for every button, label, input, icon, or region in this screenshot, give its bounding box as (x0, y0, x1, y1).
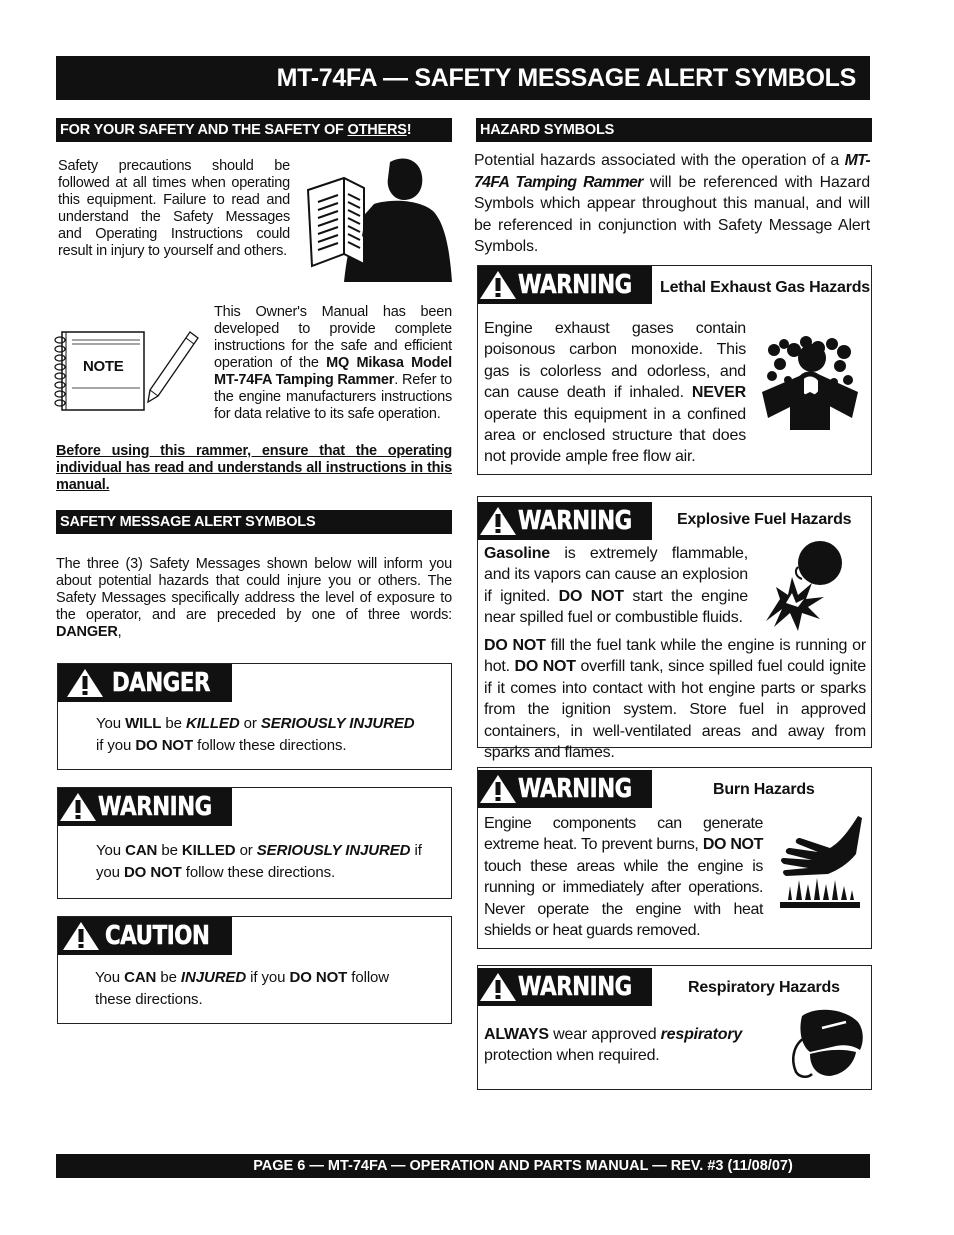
warning-t5: or (235, 842, 257, 859)
fuel-hazard-text-1 (484, 543, 748, 629)
caution-t5: if you (246, 969, 290, 986)
intro-text-1: Potential hazards associated with the operation of a (474, 152, 845, 169)
danger-message-box (57, 663, 452, 770)
burn-warning-label (478, 770, 652, 808)
before-using-text: Before using this rammer, ensure that the operating individual has read and understands all instructions in this manual. (56, 443, 452, 493)
danger-t1: You (96, 715, 126, 732)
respiratory-hazard-text (484, 1024, 774, 1067)
page-footer: PAGE 6 — MT-74FA — OPERATION AND PARTS MANUAL — REV. #3 (11/08/07) (56, 1154, 870, 1178)
intro-text-model: MT-74FA Tamping Rammer (474, 152, 870, 191)
burn-hazard-title: Burn Hazards (713, 781, 815, 798)
fuel-text-gasoline: Gasoline (484, 545, 550, 562)
caution-t7: follow (347, 969, 390, 986)
alert-text-2: , (117, 624, 122, 640)
warning-message-text (96, 840, 446, 883)
safety-heading-others: OTHERS (347, 122, 407, 138)
manual-intro-text (214, 304, 452, 423)
intro-text-2: will be referenced with Hazard Symbols which appear throughout this manual, and will be referenced in conjunction with Safety Message Alert Symbols. (474, 173, 871, 255)
warning-t10: follow these directions. (181, 863, 336, 881)
danger-t9: follow these directions. (193, 736, 347, 754)
fuel-p1-do-not: DO NOT (558, 587, 624, 605)
burn-hazard-text (484, 813, 763, 941)
alert-triangle-icon (58, 788, 98, 826)
alert-symbols-heading: SAFETY MESSAGE ALERT SYMBOLS (56, 510, 452, 534)
danger-message-text (96, 713, 446, 756)
fuel-p1-a: is extremely flammable, and its vapors can cause an explosion if ignited. (484, 545, 748, 605)
respiratory-warning-label (478, 968, 652, 1006)
exhaust-text-1: Engine exhaust gases contain poisonous carbon monoxide. This gas is colorless and odorless, and can cause death if inhaled. (484, 320, 746, 402)
respiratory-text-respiratory: respiratory (660, 1026, 743, 1043)
manual-text-2: . Refer to the engine manufacturers instructions for data relative to its safe operation. (214, 372, 452, 422)
danger-t5: or (239, 715, 261, 732)
page-title: MT-74FA — SAFETY MESSAGE ALERT SYMBOLS (56, 56, 870, 100)
note-notepad (50, 326, 200, 416)
warning-signal-label (58, 788, 232, 826)
danger-t8: DO NOT (135, 736, 194, 754)
alert-intro-text (56, 556, 452, 641)
warning-word: WARNING (518, 506, 632, 536)
danger-signal-label (58, 664, 232, 702)
burn-text-1: Engine components can generate extreme heat. To prevent burns, (484, 815, 763, 854)
fuel-hazard-box (477, 496, 872, 762)
explosion-icon (762, 537, 858, 633)
alert-triangle-icon (478, 266, 518, 304)
danger-t3: be (161, 715, 186, 732)
warning-t3: be (157, 842, 182, 859)
caution-word: CAUTION (104, 921, 210, 951)
burn-hazard-box (477, 767, 872, 949)
caution-signal-label (58, 917, 232, 955)
caution-t4: INJURED (180, 969, 247, 986)
safety-heading-suffix: ! (406, 122, 412, 138)
manual-text-model: MQ Mikasa Model MT-74FA Tamping Rammer (214, 355, 452, 388)
warning-word: WARNING (518, 972, 632, 1002)
alert-triangle-icon (58, 917, 105, 955)
fuel-p2-b: overfill tank, since spilled fuel could ignite if it comes into contact with hot engine parts or sparks from the ignition system. Store fuel in approved containers, in well-ventilated areas and away from sparks and flames. (484, 658, 866, 762)
caution-t2: CAN (124, 969, 157, 986)
fuel-p2-do-not: DO NOT (484, 637, 546, 654)
hazard-intro-text (474, 150, 870, 258)
warning-word: WARNING (518, 270, 632, 300)
danger-t7: if you (96, 736, 136, 754)
exhaust-hazard-box (477, 265, 872, 475)
hazard-symbols-heading: HAZARD SYMBOLS (476, 118, 872, 142)
warning-t1: You (96, 842, 126, 859)
alert-triangle-icon (478, 770, 518, 808)
fuel-hazard-text-2 (484, 635, 866, 763)
exhaust-text-never: NEVER (691, 384, 746, 402)
warning-t4: KILLED (181, 842, 236, 859)
respiratory-hazard-title: Respiratory Hazards (688, 979, 840, 996)
warning-message-box (57, 787, 452, 899)
fuel-p1-b: start the engine near spilled fuel or combustible fluids. (484, 587, 748, 627)
reading-manual-icon (304, 154, 454, 284)
safety-heading (56, 118, 452, 142)
exhaust-text-2: operate this equipment in a confined area or enclosed structure that does not provide ample free flow air. (484, 405, 746, 466)
burn-text-do-not: DO NOT (702, 836, 763, 854)
caution-t3: be (156, 969, 181, 986)
caution-message-box (57, 916, 452, 1024)
danger-t6: SERIOUSLY INJURED (260, 715, 415, 732)
danger-word: DANGER (112, 668, 211, 698)
respirator-mask-icon (788, 1006, 864, 1082)
manual-text-1: This Owner's Manual has been developed to provide complete instructions for the safe and efficient operation of the (214, 304, 452, 371)
burn-text-2: touch these areas while the engine is running or immediately after operations. Never operate the engine with heat shields or heat guards removed. (484, 857, 763, 940)
alert-text-danger: DANGER (56, 624, 118, 640)
danger-t4: KILLED (185, 715, 240, 732)
caution-t8: these directions. (95, 990, 203, 1008)
caution-t6: DO NOT (289, 969, 348, 986)
precautions-text: Safety precautions should be followed at all times when operating this equipment. Failure to read and understand the Safety Messages and Operating Instructions could result in injury to yourself and others. (58, 158, 290, 259)
warning-word: WARNING (98, 792, 212, 822)
fuel-p2-do-not-2: DO NOT (514, 658, 576, 676)
fuel-hazard-title: Explosive Fuel Hazards (677, 511, 852, 528)
alert-triangle-icon (58, 664, 112, 702)
exhaust-gas-icon (760, 330, 860, 430)
respiratory-hazard-box (477, 965, 872, 1090)
safety-heading-prefix: FOR YOUR SAFETY AND THE SAFETY OF (60, 122, 348, 138)
danger-t2: WILL (125, 715, 162, 732)
alert-triangle-icon (478, 968, 518, 1006)
warning-t9: DO NOT (123, 863, 182, 881)
exhaust-warning-label (478, 266, 652, 304)
notepad-icon (50, 326, 200, 416)
warning-word: WARNING (518, 774, 632, 804)
warning-t6: SERIOUSLY INJURED (256, 842, 411, 859)
caution-t1: You (95, 969, 125, 986)
fuel-warning-label (478, 502, 652, 540)
fuel-p2-a: fill the fuel tank while the engine is running or hot. (484, 637, 866, 676)
exhaust-hazard-title: Lethal Exhaust Gas Hazards (660, 279, 870, 296)
alert-text-1: The three (3) Safety Messages shown below will inform you about potential hazards that could injure you or others. The Safety Messages specifically address the level of exposure to the operator, and are preceded by one of three words: (56, 556, 452, 623)
respiratory-text-1: wear approved (548, 1026, 661, 1043)
respiratory-text-2: protection when required. (484, 1047, 660, 1065)
caution-message-text (95, 967, 445, 1010)
burning-hand-icon (778, 814, 862, 910)
note-label: NOTE (83, 358, 124, 375)
warning-t8: you (96, 863, 124, 881)
respiratory-text-always: ALWAYS (484, 1026, 549, 1043)
alert-triangle-icon (478, 502, 518, 540)
warning-t7: if (410, 842, 422, 859)
warning-t2: CAN (125, 842, 158, 859)
exhaust-hazard-text (484, 318, 746, 468)
